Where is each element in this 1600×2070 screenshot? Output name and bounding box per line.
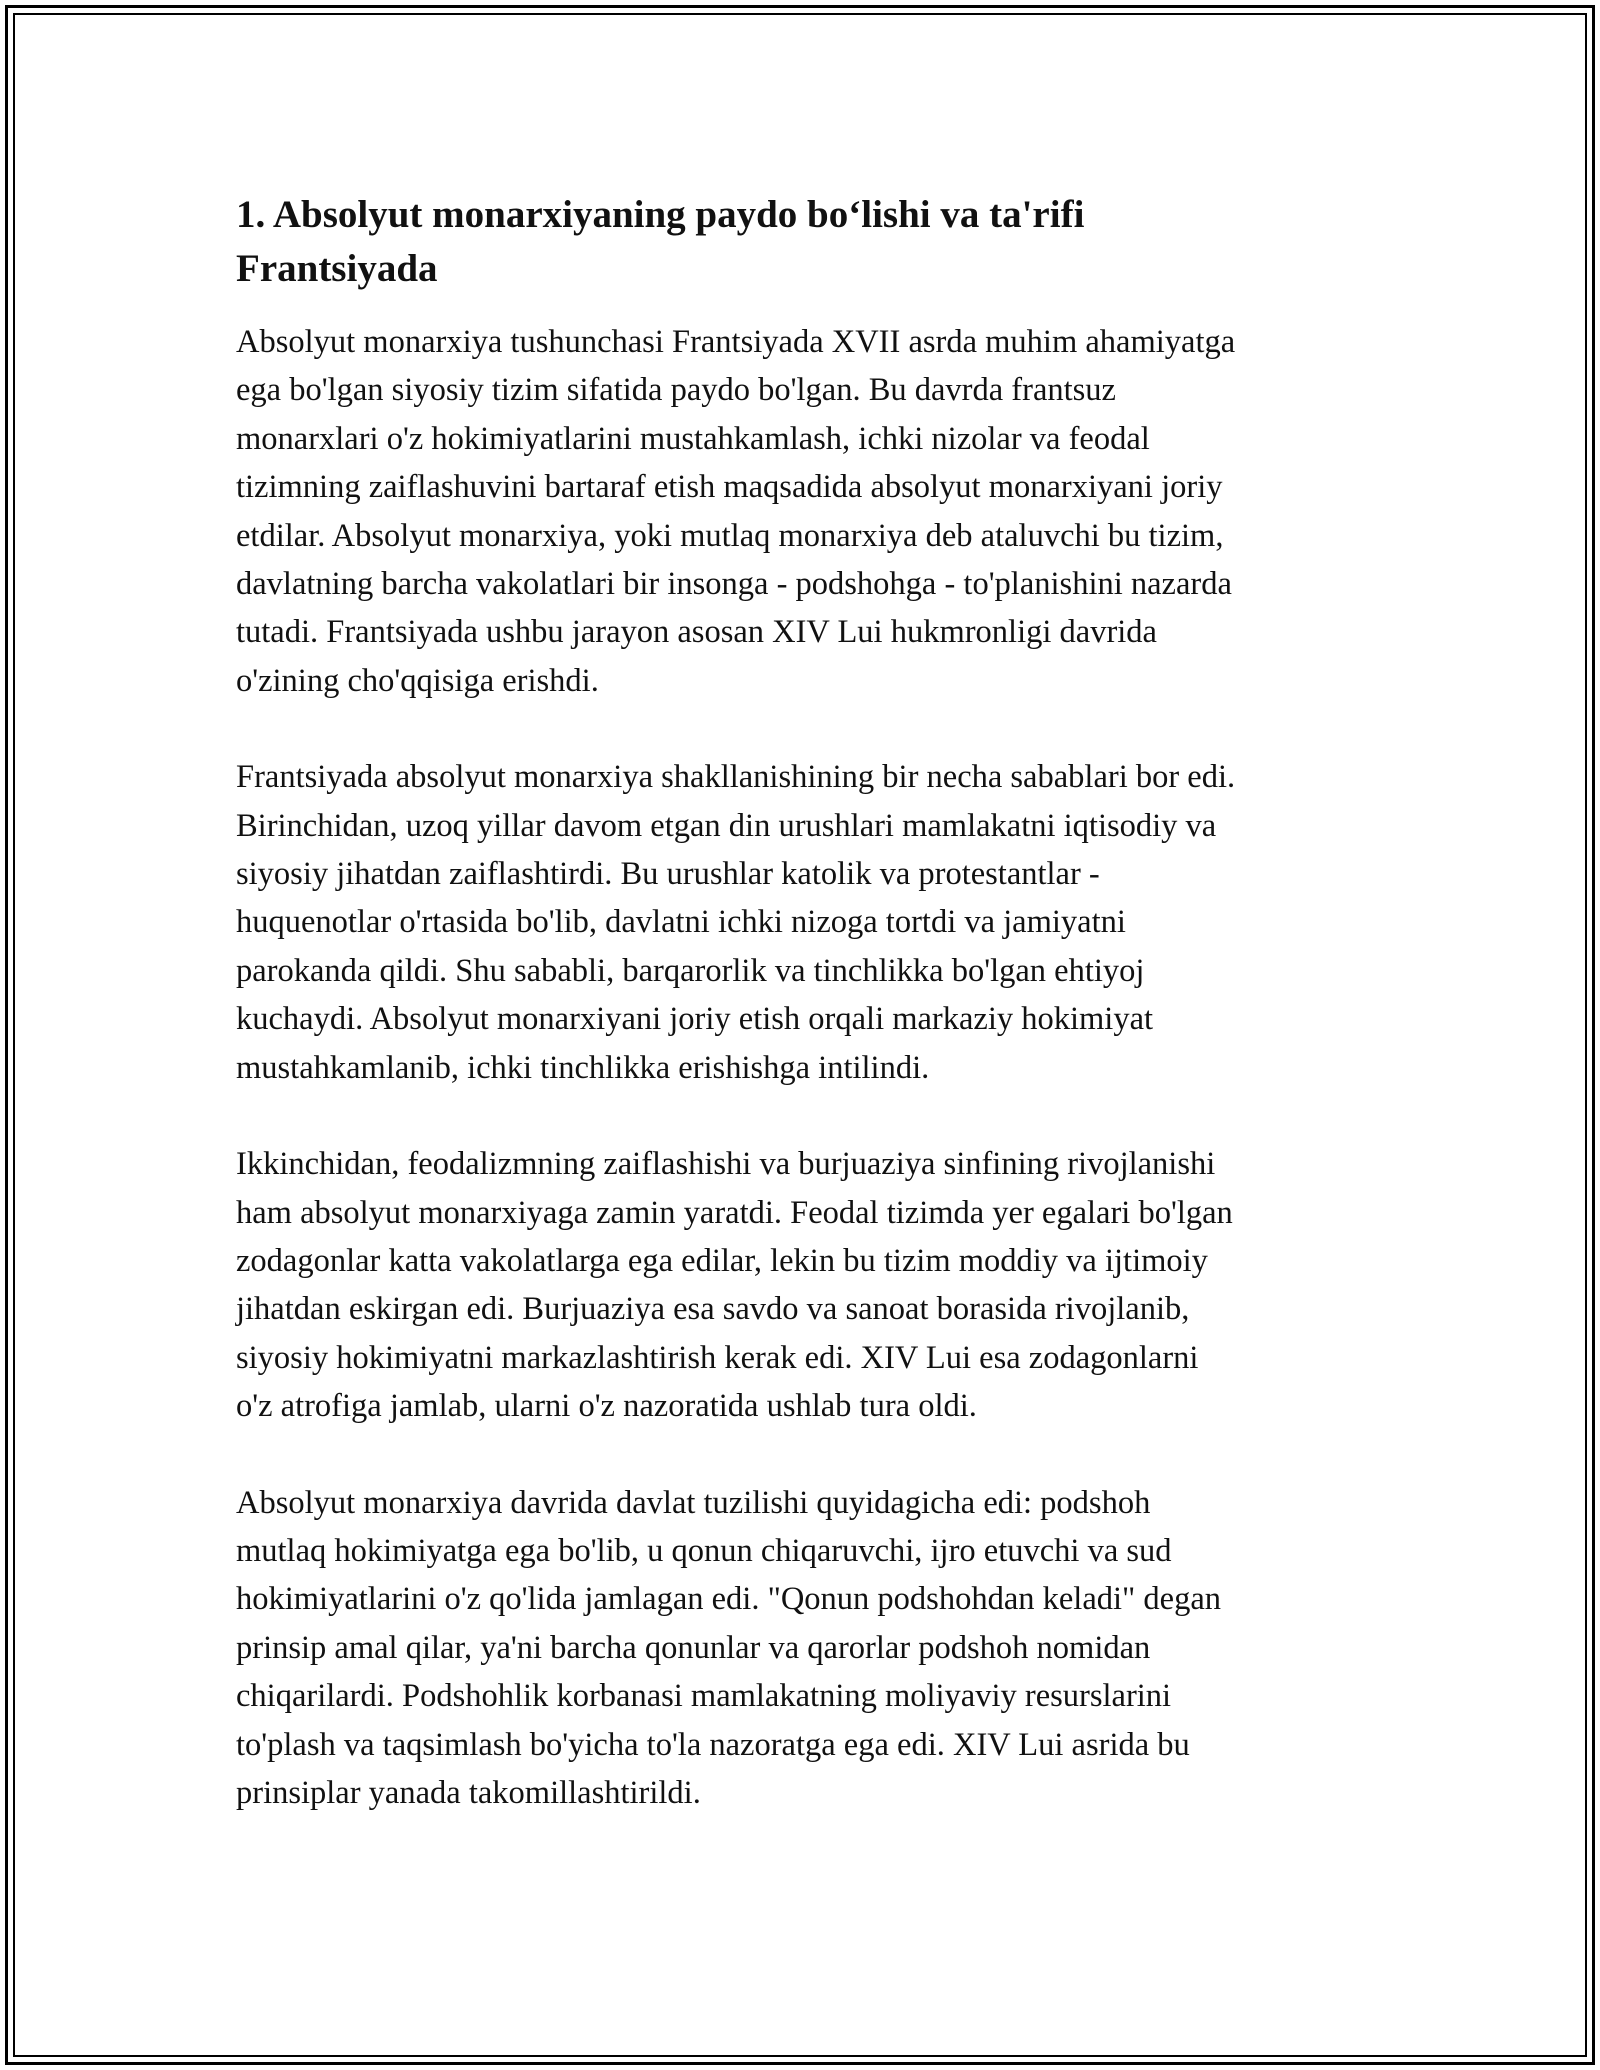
text-line: Absolyut monarxiya tushunchasi Frantsiyada XVII asrda muhim ahamiyatga <box>236 324 1236 360</box>
text-line: hokimiyatlarini o'z qo'lida jamlagan edi. "Qonun podshohdan keladi" degan <box>236 1581 1222 1618</box>
text-line: mutlaq hokimiyatga ega bo'lib, u qonun chiqaruvchi, ijro etuvchi va sud <box>236 1532 1172 1569</box>
text-line: parokanda qildi. Shu sababli, barqarorlik va tinchlikka bo'lgan ehtiyoj <box>236 952 1145 989</box>
text-line: Frantsiyada absolyut monarxiya shakllanishining bir necha sabablari bor edi. <box>236 759 1236 796</box>
text-line: prinsiplar yanada takomillashtirildi. <box>236 1774 701 1811</box>
text-line: huquenotlar o'rtasida bo'lib, davlatni ichki nizoga tortdi va jamiyatni <box>236 904 1126 941</box>
text-line: davlatning barcha vakolatlari bir insonga - podshohga - to'planishini nazarda <box>236 566 1232 603</box>
text-line: Absolyut monarxiya davrida davlat tuzilishi quyidagicha edi: podshoh <box>236 1484 1151 1521</box>
document-page <box>236 188 1366 1865</box>
paragraph-1 <box>236 318 1366 705</box>
text-line: mustahkamlanib, ichki tinchlikka erishishga intilindi. <box>236 1049 930 1086</box>
text-line: siyosiy jihatdan zaiflashtirdi. Bu urushlar katolik va protestantlar - <box>236 856 1100 893</box>
paragraph-2 <box>236 753 1366 1092</box>
title-line: 1. Absolyut monarxiyaning paydo bo‘lishi va ta'rifi <box>236 193 1085 236</box>
paragraph-4 <box>236 1479 1366 1818</box>
text-line: o'zining cho'qqisiga erishdi. <box>236 662 599 699</box>
text-line: Ikkinchidan, feodalizmning zaiflashishi va burjuaziya sinfining rivojlanishi <box>236 1146 1216 1183</box>
text-line: etdilar. Absolyut monarxiya, yoki mutlaq monarxiya deb ataluvchi bu tizim, <box>236 517 1224 554</box>
text-line: ega bo'lgan siyosiy tizim sifatida paydo bo'lgan. Bu davrda frantsuz <box>236 372 1116 409</box>
text-line: to'plash va taqsimlash bo'yicha to'la nazoratga ega edi. XIV Lui asrida bu <box>236 1726 1190 1763</box>
text-line: ham absolyut monarxiyaga zamin yaratdi. Feodal tizimda yer egalari bo'lgan <box>236 1194 1233 1231</box>
text-line: o'z atrofiga jamlab, ularni o'z nazoratida ushlab tura oldi. <box>236 1388 977 1425</box>
text-line: tizimning zaiflashuvini bartaraf etish maqsadida absolyut monarxiyani joriy <box>236 469 1223 506</box>
document-title <box>236 188 1366 296</box>
text-line: jihatdan eskirgan edi. Burjuaziya esa savdo va sanoat borasida rivojlanib, <box>236 1291 1190 1328</box>
text-line: zodagonlar katta vakolatlarga ega edilar, lekin bu tizim moddiy va ijtimoiy <box>236 1242 1208 1279</box>
text-line: monarxlari o'z hokimiyatlarini mustahkamlash, ichki nizolar va feodal <box>236 420 1150 457</box>
text-line: chiqarilardi. Podshohlik korbanasi mamlakatning moliyaviy resurslarini <box>236 1678 1172 1715</box>
text-line: prinsip amal qilar, ya'ni barcha qonunlar va qarorlar podshoh nomidan <box>236 1629 1151 1666</box>
paragraph-3 <box>236 1140 1366 1430</box>
text-line: kuchaydi. Absolyut monarxiyani joriy etish orqali markaziy hokimiyat <box>236 1001 1154 1038</box>
text-line: siyosiy hokimiyatni markazlashtirish kerak edi. XIV Lui esa zodagonlarni <box>236 1339 1199 1376</box>
title-line: Frantsiyada <box>236 247 438 290</box>
text-line: Birinchidan, uzoq yillar davom etgan din urushlari mamlakatni iqtisodiy va <box>236 807 1217 844</box>
text-line: tutadi. Frantsiyada ushbu jarayon asosan XIV Lui hukmronligi davrida <box>236 614 1157 651</box>
